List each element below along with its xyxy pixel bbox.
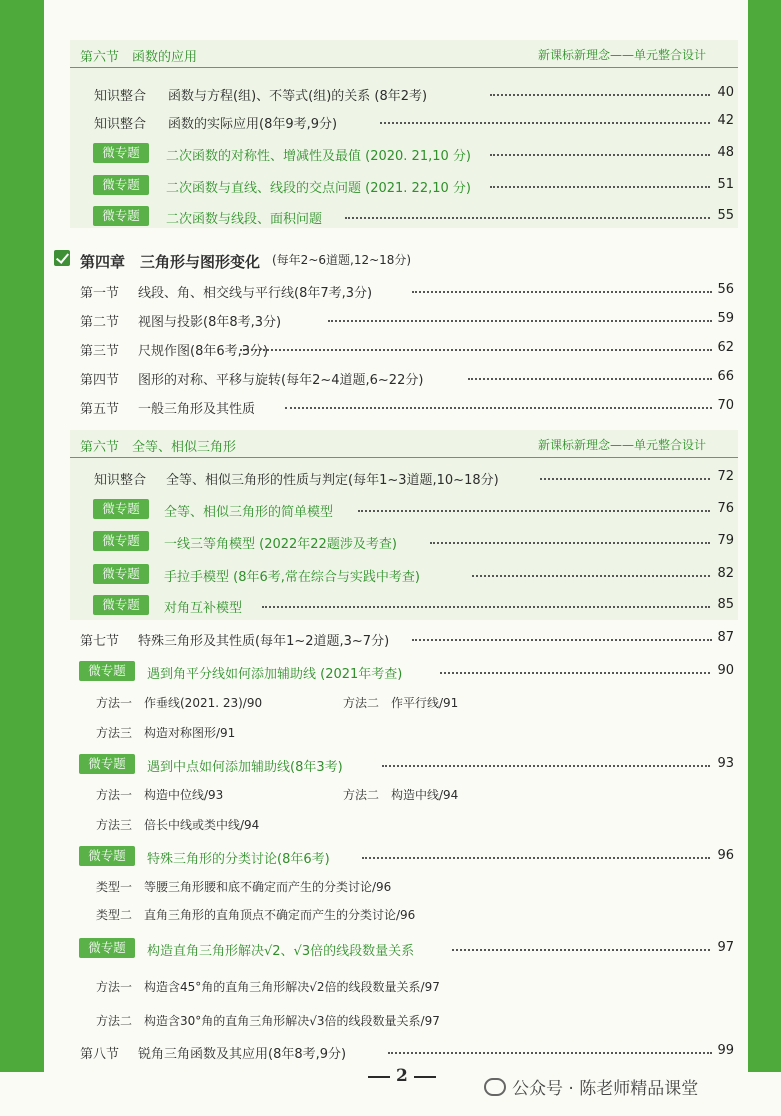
method-item: 类型一 等腰三角形腰和底不确定而产生的分类讨论/96 [96, 880, 392, 894]
dot-leader [285, 407, 712, 409]
micro-topic-tag: 微专题 [79, 846, 135, 866]
dot-leader [490, 94, 710, 96]
toc-entry[interactable] [0, 501, 781, 525]
dot-leader [380, 122, 710, 124]
dot-leader [440, 672, 710, 674]
dot-leader [540, 478, 710, 480]
section-title: 锐角三角函数及其应用(8年8考,9分) [138, 1047, 347, 1062]
section-title: 图形的对称、平移与旋转(每年2~4道题,6~22分) [138, 373, 424, 388]
section-label: 第八节 [80, 1047, 120, 1062]
topic-title: 遇到角平分线如何添加辅助线 (2021年考查) [147, 667, 403, 682]
method-line[interactable] [0, 786, 781, 810]
micro-topic[interactable] [0, 940, 781, 964]
section-title: 视图与投影(8年8考,3分) [138, 315, 282, 330]
unit-slogan: 新课标新理念——单元整合设计 [538, 48, 707, 62]
dot-leader [382, 765, 710, 767]
method-line[interactable] [0, 878, 781, 902]
micro-topic-tag: 微专题 [79, 661, 135, 681]
page-ref: 62 [717, 340, 734, 355]
dot-leader [472, 575, 710, 577]
entry-title: 手拉手模型 (8年6考,常在综合与实践中考查) [164, 570, 420, 585]
page-ref: 55 [717, 208, 734, 223]
topic-title: 遇到中点如何添加辅助线(8年3考) [147, 760, 343, 775]
method-item: 方法一 构造含45°角的直角三角形解决√2倍的线段数量关系/97 [96, 980, 440, 994]
micro-topic-tag: 微专题 [93, 143, 149, 163]
page-ref: 85 [717, 597, 734, 612]
wechat-icon [484, 1078, 506, 1096]
dot-leader [468, 378, 712, 380]
watermark-text: 公众号 · 陈老师精品课堂 [512, 1079, 699, 1099]
dot-leader [490, 154, 710, 156]
dot-leader [388, 1052, 712, 1054]
entry-title: 二次函数与直线、线段的交点问题 (2021. 22,10 分) [166, 181, 471, 196]
micro-topic-tag: 微专题 [93, 595, 149, 615]
section-header[interactable] [0, 436, 781, 460]
toc-entry[interactable] [0, 85, 781, 109]
dot-leader [328, 320, 712, 322]
toc-entry[interactable] [0, 566, 781, 590]
method-item: 方法二 构造含30°角的直角三角形解决√3倍的线段数量关系/97 [96, 1014, 440, 1028]
page-ref: 87 [717, 630, 734, 645]
toc-section[interactable] [0, 369, 781, 393]
dot-leader [412, 291, 712, 293]
toc-entry[interactable] [0, 597, 781, 621]
page-ref: 82 [717, 566, 734, 581]
toc-section[interactable] [0, 282, 781, 306]
micro-topic[interactable] [0, 663, 781, 687]
method-line[interactable] [0, 1012, 781, 1036]
page-ref: 72 [717, 469, 734, 484]
checkbox-icon [54, 250, 70, 266]
method-item: 方法一 构造中位线/93 [96, 788, 224, 802]
section-label: 第四节 [80, 373, 120, 388]
micro-topic-tag: 微专题 [93, 564, 149, 584]
page-ref: 93 [717, 756, 734, 771]
toc-entry[interactable] [0, 533, 781, 557]
page-ref: 48 [717, 145, 734, 160]
method-line[interactable] [0, 978, 781, 1002]
section-title: 第六节 函数的应用 [80, 50, 198, 65]
page-number: 2 [362, 1066, 442, 1086]
page-ref: 79 [717, 533, 734, 548]
page-ref: 40 [717, 85, 734, 100]
dot-leader [412, 639, 712, 641]
method-line[interactable] [0, 724, 781, 748]
dot-leader [345, 217, 710, 219]
toc-section[interactable] [0, 340, 781, 364]
page-ref: 96 [717, 848, 734, 863]
dot-leader [490, 186, 710, 188]
topic-title: 构造直角三角形解决√2、√3倍的线段数量关系 [147, 944, 415, 959]
entry-title: 函数的实际应用(8年9考,9分) [168, 117, 338, 132]
method-item: 类型二 直角三角形的直角顶点不确定而产生的分类讨论/96 [96, 908, 416, 922]
micro-topic-tag: 微专题 [93, 175, 149, 195]
topic-title: 特殊三角形的分类讨论(8年6考) [147, 852, 330, 867]
entry-label: 知识整合 [94, 473, 147, 488]
dot-leader [430, 542, 710, 544]
toc-entry[interactable] [0, 208, 781, 232]
toc-entry[interactable] [0, 145, 781, 169]
toc-section[interactable] [0, 398, 781, 422]
page-ref: 99 [717, 1043, 734, 1058]
entry-title: 函数与方程(组)、不等式(组)的关系 (8年2考) [168, 89, 428, 104]
section-title: 一般三角形及其性质 [138, 402, 256, 417]
section-title: 第六节 全等、相似三角形 [80, 440, 237, 455]
entry-label: 知识整合 [94, 89, 147, 104]
micro-topic-tag: 微专题 [93, 531, 149, 551]
page-ref: 76 [717, 501, 734, 516]
page-ref: 70 [717, 398, 734, 413]
micro-topic-tag: 微专题 [93, 499, 149, 519]
toc-section[interactable] [0, 311, 781, 335]
method-line[interactable] [0, 694, 781, 718]
section-label: 第二节 [80, 315, 120, 330]
dot-leader [362, 857, 710, 859]
dot-leader [452, 949, 710, 951]
chapter-note: (每年2~6道题,12~18分) [272, 253, 412, 267]
toc-entry[interactable] [0, 113, 781, 137]
toc-section[interactable] [0, 1043, 781, 1067]
method-line[interactable] [0, 906, 781, 930]
entry-title: 一线三等角模型 (2022年22题涉及考查) [164, 537, 397, 552]
chapter-title: 第四章 三角形与图形变化 [80, 253, 261, 271]
micro-topic[interactable] [0, 848, 781, 872]
entry-title: 二次函数与线段、面积问题 [166, 212, 323, 227]
page-ref: 97 [717, 940, 734, 955]
page-ref: 66 [717, 369, 734, 384]
method-item: 方法三 倍长中线或类中线/94 [96, 818, 260, 832]
section-label: 第五节 [80, 402, 120, 417]
section-title: 线段、角、相交线与平行线(8年7考,3分) [138, 286, 373, 301]
page-ref: 59 [717, 311, 734, 326]
micro-topic-tag: 微专题 [79, 938, 135, 958]
page-ref: 42 [717, 113, 734, 128]
method-line[interactable] [0, 816, 781, 840]
page-ref: 51 [717, 177, 734, 192]
dot-leader [358, 510, 710, 512]
chapter-heading[interactable] [0, 251, 781, 275]
section-header[interactable] [0, 46, 781, 70]
section-label: 第七节 [80, 634, 120, 649]
toc-section[interactable] [0, 630, 781, 654]
method-item: 方法一 作垂线(2021. 23)/90 [96, 696, 263, 710]
toc-entry[interactable] [0, 469, 781, 493]
dot-leader [240, 349, 712, 351]
section-label: 第三节 [80, 344, 120, 359]
page-ref: 56 [717, 282, 734, 297]
dot-leader [262, 606, 710, 608]
entry-title: 全等、相似三角形的简单模型 [164, 505, 334, 520]
entry-title: 对角互补模型 [164, 601, 243, 616]
unit-slogan: 新课标新理念——单元整合设计 [538, 438, 707, 452]
method-item: 方法二 构造中线/94 [343, 788, 459, 802]
method-item: 方法三 构造对称图形/91 [96, 726, 236, 740]
section-title: 尺规作图(8年6考,3分) [138, 344, 269, 359]
toc-entry[interactable] [0, 177, 781, 201]
micro-topic-tag: 微专题 [79, 754, 135, 774]
micro-topic-tag: 微专题 [93, 206, 149, 226]
section-title: 特殊三角形及其性质(每年1~2道题,3~7分) [138, 634, 390, 649]
method-item: 方法二 作平行线/91 [343, 696, 459, 710]
entry-label: 知识整合 [94, 117, 147, 132]
page-ref: 90 [717, 663, 734, 678]
entry-title: 二次函数的对称性、增减性及最值 (2020. 21,10 分) [166, 149, 471, 164]
entry-title: 全等、相似三角形的性质与判定(每年1~3道题,10~18分) [166, 473, 499, 488]
section-label: 第一节 [80, 286, 120, 301]
micro-topic[interactable] [0, 756, 781, 780]
